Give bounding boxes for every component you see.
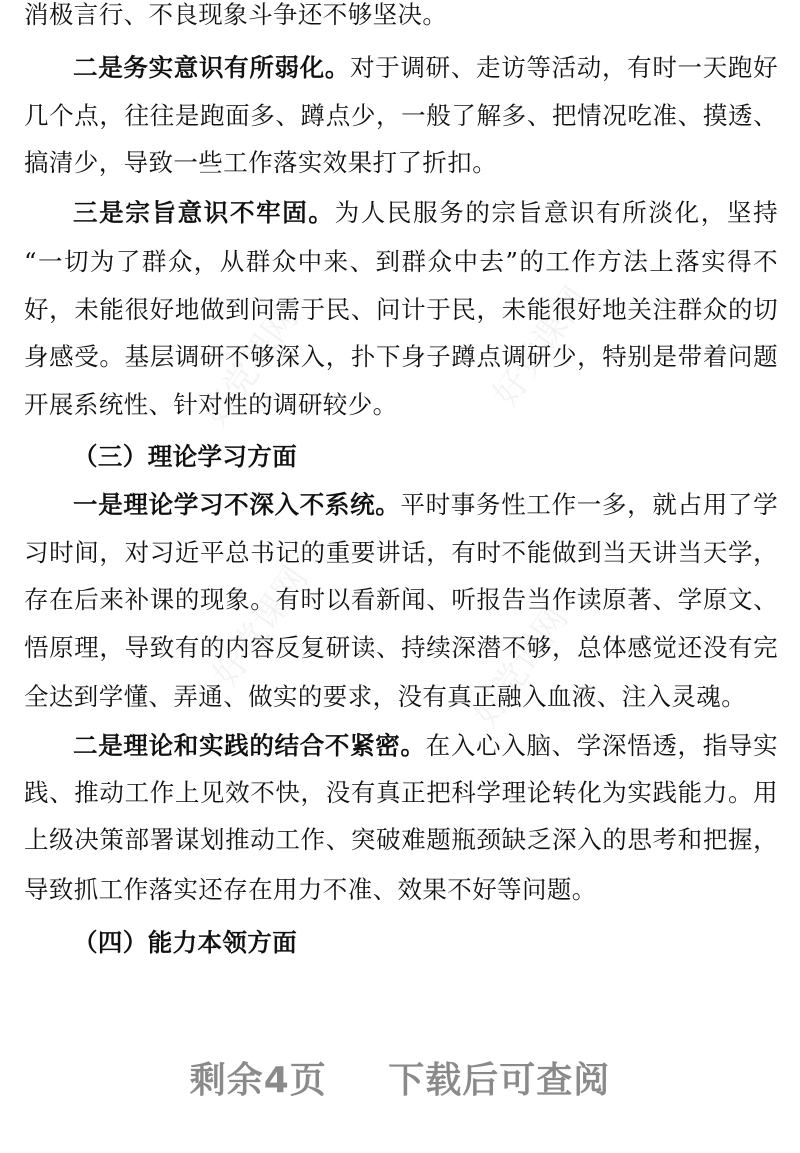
watermark: 好党课网 xyxy=(485,279,597,414)
text-line xyxy=(24,101,778,131)
bold-lead: 三是宗旨意识不牢固。 xyxy=(73,198,335,227)
body-text: 平时事务性工作一多，就占用了学 xyxy=(400,490,778,519)
text-line xyxy=(24,682,778,712)
text-line xyxy=(24,875,778,905)
body-text: “一切为了群众，从群众中来、到群众中去”的工作方法上落实得不 xyxy=(24,247,778,276)
text-line xyxy=(24,0,778,30)
section-heading xyxy=(24,928,800,958)
text-line xyxy=(24,53,778,83)
text-line xyxy=(24,778,778,808)
text-line xyxy=(24,198,778,228)
body-text: 好，未能很好地做到问需于民、问计于民，未能很好地关注群众的切 xyxy=(24,295,778,324)
text-line xyxy=(24,390,778,420)
body-text: 悟原理，导致有的内容反复研读、持续深潜不够，总体感觉还没有完 xyxy=(24,633,778,662)
remaining-pages-text: 剩余4页 xyxy=(189,1060,327,1101)
body-text: 几个点，往往是跑面多、蹲点少，一般了解多、把情况吃准、摸透、 xyxy=(24,101,778,130)
download-banner[interactable] xyxy=(0,1052,800,1103)
watermark: 好党课网 xyxy=(195,299,307,434)
body-text: 存在后来补课的现象。有时以看新闻、听报告当作读原著、学原文、 xyxy=(24,585,778,614)
body-text: 身感受。基层调研不够深入，扑下身子蹲点调研少，特别是带着问题 xyxy=(24,342,778,371)
bold-lead: 一是理论学习不深入不系统。 xyxy=(73,490,401,519)
bold-lead: 二是务实意识有所弱化。 xyxy=(73,53,351,82)
text-line xyxy=(24,148,778,178)
text-line xyxy=(24,731,778,761)
text-line xyxy=(24,585,778,615)
body-text: 为人民服务的宗旨意识有所淡化，坚持 xyxy=(334,198,778,227)
body-text: 导致抓工作落实还存在用力不准、效果不好等问题。 xyxy=(24,875,597,904)
body-text: 搞清少，导致一些工作落实效果打了折扣。 xyxy=(24,148,498,177)
body-text: 上级决策部署谋划推动工作、突破难题瓶颈缺乏深入的思考和把握， xyxy=(24,825,778,854)
body-text: 习时间，对习近平总书记的重要讲话，有时不能做到当天讲当天学， xyxy=(24,538,778,567)
bold-lead: 二是理论和实践的结合不紧密。 xyxy=(73,731,426,760)
body-text: 在入心入脑、学深悟透，指导实 xyxy=(425,731,778,760)
text-line xyxy=(24,247,778,277)
text-line xyxy=(24,490,778,520)
text-line xyxy=(24,342,778,372)
body-text: 消极言行、不良现象斗争还不够坚决。 xyxy=(24,0,448,29)
body-text: 践、推动工作上见效不快，没有真正把科学理论转化为实践能力。用 xyxy=(24,778,778,807)
body-text: 对于调研、走访等活动，有时一天跑好 xyxy=(350,53,778,82)
watermark: 好党课网 xyxy=(205,559,317,694)
text-line xyxy=(24,825,778,855)
text-line xyxy=(24,295,778,325)
download-prompt-text[interactable]: 下载后可查阅 xyxy=(388,1060,611,1101)
bold-lead: （四）能力本领方面 xyxy=(73,928,298,957)
text-line xyxy=(24,538,778,568)
text-line xyxy=(24,633,778,663)
body-text: 全达到学懂、弄通、做实的要求，没有真正融入血液、注入灵魂。 xyxy=(24,682,747,711)
section-heading xyxy=(24,442,800,472)
body-text: 开展系统性、针对性的调研较少。 xyxy=(24,390,398,419)
watermark: 好党课网 xyxy=(465,599,577,734)
bold-lead: （三）理论学习方面 xyxy=(73,442,298,471)
